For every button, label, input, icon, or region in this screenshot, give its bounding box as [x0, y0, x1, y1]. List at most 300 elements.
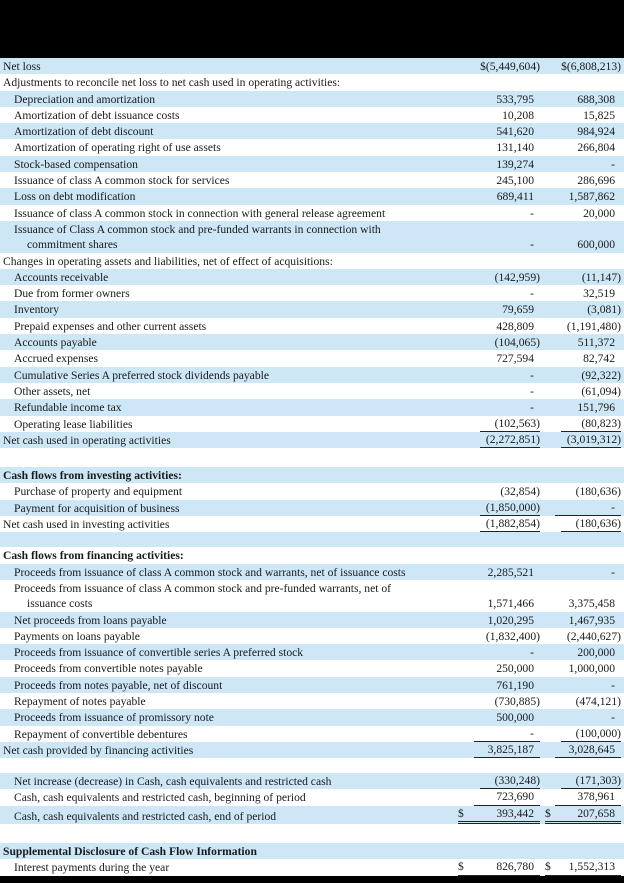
row-label-line1: Loss on debt modification — [14, 190, 136, 204]
row-label-line1: Issuance of class A common stock in connection with general release agreement — [14, 206, 386, 220]
value-cell-1 — [454, 565, 540, 580]
value-cell-2 — [540, 108, 624, 123]
value-cell-1 — [454, 710, 540, 725]
amount-1: 533,795 — [496, 92, 534, 106]
table-row — [0, 628, 624, 644]
value-cell-1 — [454, 59, 540, 74]
table-row — [0, 156, 624, 172]
value-cell-1 — [454, 500, 540, 516]
value-cell-2 — [540, 206, 624, 221]
amount-number: 207,658 — [577, 806, 615, 820]
row-label-line1: Issuance of class A common stock for services — [14, 174, 230, 188]
table-row — [0, 172, 624, 188]
table-row — [0, 806, 624, 824]
row-label — [0, 516, 454, 532]
row-label — [0, 107, 454, 123]
amount-1: (102,563) — [480, 416, 540, 432]
row-label-line1: Stock-based compensation — [14, 157, 138, 171]
top-black-band — [0, 0, 624, 58]
amount-2: 3,028,645 — [555, 742, 621, 758]
value-cell-2 — [540, 645, 624, 660]
amount-2: (171,303) — [561, 773, 621, 789]
amount-1: - — [530, 238, 534, 252]
value-cell-2 — [540, 710, 624, 725]
amount-1: 2,285,521 — [487, 565, 534, 579]
amount-2: (474,121) — [575, 694, 621, 708]
amount-1: 3,825,187 — [474, 742, 540, 758]
table-row — [0, 580, 624, 612]
row-label — [0, 644, 454, 660]
amount-2: (92,322) — [581, 368, 621, 382]
currency-symbol: $ — [458, 806, 464, 820]
value-cell-1 — [454, 206, 540, 221]
table-row — [0, 677, 624, 693]
amount-2: 688,308 — [577, 92, 615, 106]
currency-symbol: $ — [458, 860, 464, 874]
row-label — [0, 74, 454, 90]
table-row — [0, 123, 624, 139]
value-cell-1 — [454, 302, 540, 317]
amount-2 — [545, 859, 621, 875]
row-label-line1: Amortization of debt issuance costs — [14, 108, 180, 122]
amount-1: 500,000 — [496, 711, 534, 725]
table-row — [0, 318, 624, 334]
value-cell-2 — [540, 484, 624, 499]
amount-2: (180,636) — [575, 485, 621, 499]
row-label-line1: Inventory — [14, 303, 60, 317]
value-cell-1 — [454, 92, 540, 107]
spacer-row — [0, 824, 624, 843]
amount-1: - — [530, 368, 534, 382]
row-label-line1: Interest payments during the year — [14, 861, 170, 875]
row-label-line1: Net proceeds from loans payable — [14, 613, 167, 627]
row-label — [0, 269, 454, 285]
row-label — [0, 416, 454, 432]
table-row — [0, 399, 624, 415]
value-cell-2 — [540, 678, 624, 693]
row-label — [0, 500, 454, 516]
amount-1: $(5,449,604) — [480, 60, 540, 73]
cash-flow-statement — [0, 58, 624, 876]
amount-1: (104,065) — [494, 336, 540, 350]
row-label — [0, 693, 454, 709]
value-cell-2 — [540, 302, 624, 317]
value-cell-2 — [540, 806, 624, 824]
amount-1: 727,594 — [496, 352, 534, 366]
table-row — [0, 74, 624, 90]
value-cell-2 — [540, 516, 624, 532]
value-cell-2 — [540, 270, 624, 285]
row-label — [0, 628, 454, 644]
row-label — [0, 156, 454, 172]
amount-2: - — [611, 157, 615, 171]
value-cell-1 — [454, 484, 540, 499]
row-label — [0, 432, 454, 448]
value-cell-2 — [540, 173, 624, 188]
row-label-line1: Purchase of property and equipment — [14, 485, 183, 499]
table-row — [0, 742, 624, 758]
table-row — [0, 516, 624, 532]
table-row — [0, 843, 624, 859]
row-label-line1: Depreciation and amortization — [14, 92, 155, 106]
value-cell-2 — [540, 416, 624, 432]
table-row — [0, 285, 624, 301]
value-cell-2 — [540, 694, 624, 709]
amount-2: (100,000) — [561, 726, 621, 742]
amount-2: - — [611, 678, 615, 692]
value-cell-1 — [454, 368, 540, 383]
row-label — [0, 205, 454, 221]
row-label-line1: Supplemental Disclosure of Cash Flow Information — [3, 845, 257, 859]
currency-symbol: $ — [545, 860, 551, 874]
row-label-line1: Proceeds from issuance of class A common stock and warrants, net of issuance costs — [14, 565, 406, 579]
table-row — [0, 221, 624, 253]
value-cell-1 — [454, 124, 540, 139]
value-cell-1 — [454, 789, 540, 805]
value-cell-2 — [540, 565, 624, 580]
row-label — [0, 547, 454, 563]
value-cell-1 — [454, 286, 540, 301]
amount-2: 1,000,000 — [568, 662, 615, 676]
table-row — [0, 726, 624, 742]
value-cell-1 — [454, 351, 540, 366]
row-label — [0, 580, 454, 612]
amount-1: (730,885) — [494, 694, 540, 708]
amount-1: 541,620 — [496, 125, 534, 139]
value-cell-1 — [454, 270, 540, 285]
row-label — [0, 660, 454, 676]
amount-1: (1,832,400) — [485, 629, 540, 643]
value-cell-1 — [454, 384, 540, 399]
value-cell-1 — [454, 319, 540, 334]
row-label-line1: Proceeds from issuance of class A common stock and pre-funded warrants, net of — [14, 581, 392, 595]
row-label — [0, 367, 454, 383]
row-label-line1: Changes in operating assets and liabilities, net of effect of acquisitions: — [3, 254, 333, 268]
row-label-line1: Cash, cash equivalents and restricted cash, end of period — [14, 809, 277, 823]
spacer-row — [0, 448, 624, 467]
statement-rows — [0, 58, 624, 876]
row-label-line1: Cash flows from financing activities: — [3, 549, 184, 563]
row-label — [0, 709, 454, 725]
amount-2: 200,000 — [577, 646, 615, 660]
amount-2: 286,696 — [577, 174, 615, 188]
value-cell-2 — [540, 140, 624, 155]
amount-number: 1,552,313 — [568, 860, 615, 874]
amount-1: - — [474, 726, 540, 742]
row-label-line1: Proceeds from issuance of convertible series A preferred stock — [14, 646, 304, 660]
row-label-line1: Amortization of debt discount — [14, 125, 154, 139]
row-label — [0, 383, 454, 399]
amount-1: (32,854) — [500, 485, 540, 499]
row-label-line1: Amortization of operating right of use assets — [14, 141, 221, 155]
value-cell-1 — [454, 335, 540, 350]
row-label — [0, 859, 454, 875]
value-cell-2 — [540, 613, 624, 628]
amount-number: 826,780 — [496, 860, 534, 874]
table-row — [0, 644, 624, 660]
amount-1: - — [530, 384, 534, 398]
table-row — [0, 483, 624, 499]
table-row — [0, 269, 624, 285]
row-label-line1: Accounts receivable — [14, 270, 109, 284]
value-cell-1 — [454, 189, 540, 204]
value-cell-1 — [454, 694, 540, 709]
table-row — [0, 432, 624, 448]
amount-1 — [458, 806, 540, 824]
table-row — [0, 500, 624, 516]
row-label-line1: Adjustments to reconcile net loss to net cash used in operating activities: — [3, 76, 341, 90]
row-label-line1: Issuance of Class A common stock and pre-funded warrants in connection with — [14, 222, 381, 236]
row-label — [0, 399, 454, 415]
row-label-line1: Payments on loans payable — [14, 629, 140, 643]
amount-1: 250,000 — [496, 662, 534, 676]
row-label-line1: Refundable income tax — [14, 401, 122, 415]
value-cell-2 — [540, 59, 624, 74]
amount-1: 689,411 — [496, 190, 534, 204]
value-cell-1 — [454, 237, 540, 252]
row-label-line1: Proceeds from issuance of promissory note — [14, 711, 214, 725]
amount-1: (1,850,000) — [480, 500, 540, 516]
table-row — [0, 383, 624, 399]
table-row — [0, 350, 624, 366]
row-label-line1: Other assets, net — [14, 384, 91, 398]
amount-2: 151,796 — [577, 401, 615, 415]
value-cell-2 — [540, 237, 624, 252]
amount-2: (3,019,312) — [561, 432, 621, 448]
value-cell-1 — [454, 416, 540, 432]
row-label — [0, 253, 454, 269]
row-label-line1: Repayment of notes payable — [14, 694, 146, 708]
row-label — [0, 773, 454, 789]
table-row — [0, 709, 624, 725]
value-cell-2 — [540, 124, 624, 139]
value-cell-2 — [540, 629, 624, 644]
currency-symbol: $ — [545, 806, 551, 820]
amount-2: (2,440,627) — [566, 629, 621, 643]
amount-2: - — [611, 711, 615, 725]
amount-1: (1,882,854) — [480, 516, 540, 532]
value-cell-2 — [540, 189, 624, 204]
value-cell-1 — [454, 645, 540, 660]
row-label — [0, 742, 454, 758]
amount-1: (2,272,851) — [480, 432, 540, 448]
value-cell-1 — [454, 629, 540, 644]
value-cell-2 — [540, 773, 624, 789]
value-cell-2 — [540, 286, 624, 301]
row-label — [0, 843, 454, 859]
amount-2: 1,467,935 — [568, 613, 615, 627]
amount-2: $(6,808,213) — [561, 60, 621, 73]
row-label — [0, 91, 454, 107]
row-label — [0, 285, 454, 301]
amount-2: 1,587,862 — [568, 190, 615, 204]
row-label-line1: Accounts payable — [14, 336, 97, 350]
amount-2: - — [611, 565, 615, 579]
amount-2: (180,636) — [561, 516, 621, 532]
row-label-line1: Net cash used in investing activities — [3, 518, 170, 532]
amount-1: 131,140 — [496, 141, 534, 155]
table-row — [0, 91, 624, 107]
value-cell-1 — [454, 678, 540, 693]
table-row — [0, 564, 624, 580]
value-cell-1 — [454, 432, 540, 448]
amount-1: 139,274 — [496, 157, 534, 171]
value-cell-2 — [540, 319, 624, 334]
table-row — [0, 773, 624, 789]
amount-2: - — [555, 500, 621, 516]
value-cell-1 — [454, 661, 540, 676]
row-label — [0, 188, 454, 204]
amount-1: 1,020,295 — [487, 613, 534, 627]
row-label-line1: Net increase (decrease) in Cash, cash equivalents and restricted cash — [14, 775, 332, 789]
table-row — [0, 334, 624, 350]
row-label — [0, 483, 454, 499]
row-label-line1: Cash flows from investing activities: — [3, 469, 182, 483]
amount-1: - — [530, 401, 534, 415]
value-cell-1 — [454, 726, 540, 742]
amount-2: 32,519 — [583, 287, 615, 301]
amount-1: (142,959) — [494, 270, 540, 284]
row-label — [0, 677, 454, 693]
value-cell-1 — [454, 806, 540, 824]
value-cell-2 — [540, 500, 624, 516]
value-cell-2 — [540, 596, 624, 611]
amount-2: (3,081) — [587, 303, 621, 317]
row-label-line1: Repayment of convertible debentures — [14, 727, 188, 741]
row-label-line1: Cumulative Series A preferred stock dividends payable — [14, 368, 269, 382]
table-row — [0, 416, 624, 432]
table-row — [0, 789, 624, 805]
row-label — [0, 318, 454, 334]
row-label — [0, 789, 454, 805]
value-cell-1 — [454, 596, 540, 611]
bottom-black-band — [0, 876, 624, 883]
value-cell-1 — [454, 859, 540, 875]
table-row — [0, 107, 624, 123]
row-label — [0, 808, 454, 824]
value-cell-2 — [540, 742, 624, 758]
amount-2: 15,825 — [583, 108, 615, 122]
row-label — [0, 172, 454, 188]
amount-2: 984,924 — [577, 125, 615, 139]
row-label — [0, 726, 454, 742]
amount-1: - — [530, 206, 534, 220]
amount-2: 511,372 — [577, 336, 615, 350]
value-cell-1 — [454, 140, 540, 155]
amount-1: 10,208 — [502, 108, 534, 122]
value-cell-2 — [540, 92, 624, 107]
row-label — [0, 139, 454, 155]
table-row — [0, 188, 624, 204]
row-label-line1: Due from former owners — [14, 287, 130, 301]
amount-2: 600,000 — [577, 238, 615, 252]
amount-2: 3,375,458 — [568, 597, 615, 611]
value-cell-2 — [540, 157, 624, 172]
value-cell-1 — [454, 773, 540, 789]
value-cell-1 — [454, 400, 540, 415]
row-label-line1: Accrued expenses — [14, 352, 99, 366]
spacer-row — [0, 758, 624, 773]
amount-2: (61,094) — [581, 384, 621, 398]
value-cell-2 — [540, 400, 624, 415]
table-row — [0, 660, 624, 676]
row-label-line1: Proceeds from notes payable, net of discount — [14, 678, 223, 692]
row-label — [0, 467, 454, 483]
amount-1: 761,190 — [496, 678, 534, 692]
value-cell-2 — [540, 726, 624, 742]
table-row — [0, 612, 624, 628]
amount-1: (330,248) — [480, 773, 540, 789]
row-label — [0, 350, 454, 366]
value-cell-2 — [540, 432, 624, 448]
value-cell-1 — [454, 173, 540, 188]
table-row — [0, 139, 624, 155]
row-label-line1: Operating lease liabilities — [14, 417, 133, 431]
value-cell-2 — [540, 351, 624, 366]
value-cell-1 — [454, 157, 540, 172]
row-label — [0, 58, 454, 74]
row-label-line1: Cash, cash equivalents and restricted cash, beginning of period — [14, 791, 306, 805]
amount-2: 378,961 — [555, 789, 621, 805]
row-label-line2: issuance costs — [27, 597, 93, 611]
value-cell-2 — [540, 789, 624, 805]
amount-1: - — [530, 646, 534, 660]
amount-1: 428,809 — [496, 319, 534, 333]
amount-number: 393,442 — [496, 806, 534, 820]
table-row — [0, 301, 624, 317]
amount-1: 1,571,466 — [487, 597, 534, 611]
value-cell-2 — [540, 368, 624, 383]
table-row — [0, 253, 624, 269]
amount-2: 82,742 — [583, 352, 615, 366]
amount-1: 79,659 — [502, 303, 534, 317]
value-cell-2 — [540, 661, 624, 676]
row-label-line1: Prepaid expenses and other current assets — [14, 319, 207, 333]
row-label-line1: Net cash provided by financing activities — [3, 743, 194, 757]
row-label — [0, 301, 454, 317]
amount-1: 245,100 — [496, 174, 534, 188]
value-cell-2 — [540, 384, 624, 399]
amount-2: 20,000 — [583, 206, 615, 220]
amount-1 — [458, 859, 540, 875]
row-label — [0, 221, 454, 253]
row-label — [0, 612, 454, 628]
table-row — [0, 58, 624, 74]
value-cell-2 — [540, 859, 624, 875]
row-label-line2: commitment shares — [27, 238, 118, 252]
amount-2: (1,191,480) — [566, 319, 621, 333]
amount-1: 723,690 — [474, 789, 540, 805]
row-label — [0, 564, 454, 580]
table-row — [0, 367, 624, 383]
value-cell-1 — [454, 613, 540, 628]
amount-1: - — [530, 287, 534, 301]
table-row — [0, 547, 624, 563]
spacer-row — [0, 532, 624, 547]
row-label-line1: Proceeds from convertible notes payable — [14, 662, 203, 676]
amount-2: (80,823) — [561, 416, 621, 432]
table-row — [0, 205, 624, 221]
value-cell-1 — [454, 108, 540, 123]
row-label-line1: Net cash used in operating activities — [3, 433, 171, 447]
row-label — [0, 334, 454, 350]
table-row — [0, 859, 624, 875]
amount-2 — [545, 806, 621, 824]
amount-2: (11,147) — [581, 270, 621, 284]
row-label-line1: Net loss — [3, 60, 41, 73]
row-label — [0, 123, 454, 139]
value-cell-2 — [540, 335, 624, 350]
